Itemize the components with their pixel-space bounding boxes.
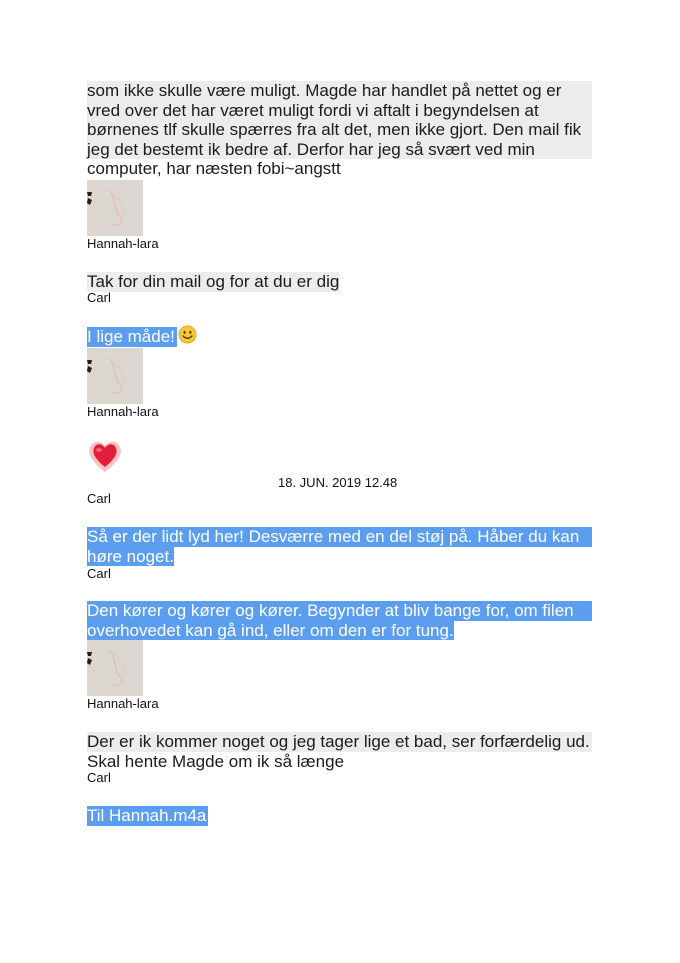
- message-text: [87, 732, 592, 771]
- message-line: Så er der lidt lyd her! Desværre med en del støj på. Håber du kan: [87, 527, 592, 547]
- sender-name: Carl: [87, 290, 111, 305]
- attachment-link[interactable]: [87, 806, 208, 826]
- message-line: Skal hente Magde om ik så længe: [87, 751, 345, 771]
- sender-name: Hannah-lara: [87, 696, 159, 711]
- sender-name: Carl: [87, 491, 111, 506]
- message-line: computer, har næsten fobi~angstt: [87, 159, 341, 178]
- sender-name: Carl: [87, 566, 111, 581]
- sender-name: Hannah-lara: [87, 404, 159, 419]
- message-line: Der er ik kommer noget og jeg tager lige et bad, ser forfærdelig ud.: [87, 732, 592, 752]
- message-text: [87, 327, 177, 347]
- message-line: Den kører og kører og kører. Begynder at bliv bange for, om filen: [87, 601, 592, 621]
- message-line: vred over det har været muligt fordi vi aftalt i begyndelsen at: [87, 101, 592, 121]
- avatar-icon: [87, 348, 143, 404]
- timestamp: 18. JUN. 2019 12.48: [278, 475, 398, 490]
- message-text: [87, 601, 592, 640]
- message-line: høre noget.: [87, 546, 174, 566]
- attachment-filename[interactable]: Til Hannah.m4a: [87, 806, 207, 825]
- sender-name: Carl: [87, 770, 111, 785]
- avatar-icon: [87, 640, 143, 696]
- message-line: jeg det bestemt ik bedre af. Derfor har jeg så svært ved min: [87, 140, 592, 160]
- message-line: Tak for din mail og for at du er dig: [87, 272, 340, 291]
- sender-name: Hannah-lara: [87, 236, 159, 251]
- heart-icon: [86, 438, 124, 474]
- message-text: [87, 272, 339, 292]
- message-text: [87, 527, 592, 566]
- smiley-icon: [178, 325, 197, 344]
- message-line: børnenes tlf skulle spærres fra alt det, men ikke gjort. Den mail fik: [87, 120, 592, 140]
- message-text: [87, 81, 592, 179]
- avatar-icon: [87, 180, 143, 236]
- message-line: I lige måde!: [87, 327, 175, 346]
- message-line: som ikke skulle være muligt. Magde har handlet på nettet og er: [87, 81, 592, 101]
- message-line: overhovedet kan gå ind, eller om den er for tung.: [87, 620, 454, 640]
